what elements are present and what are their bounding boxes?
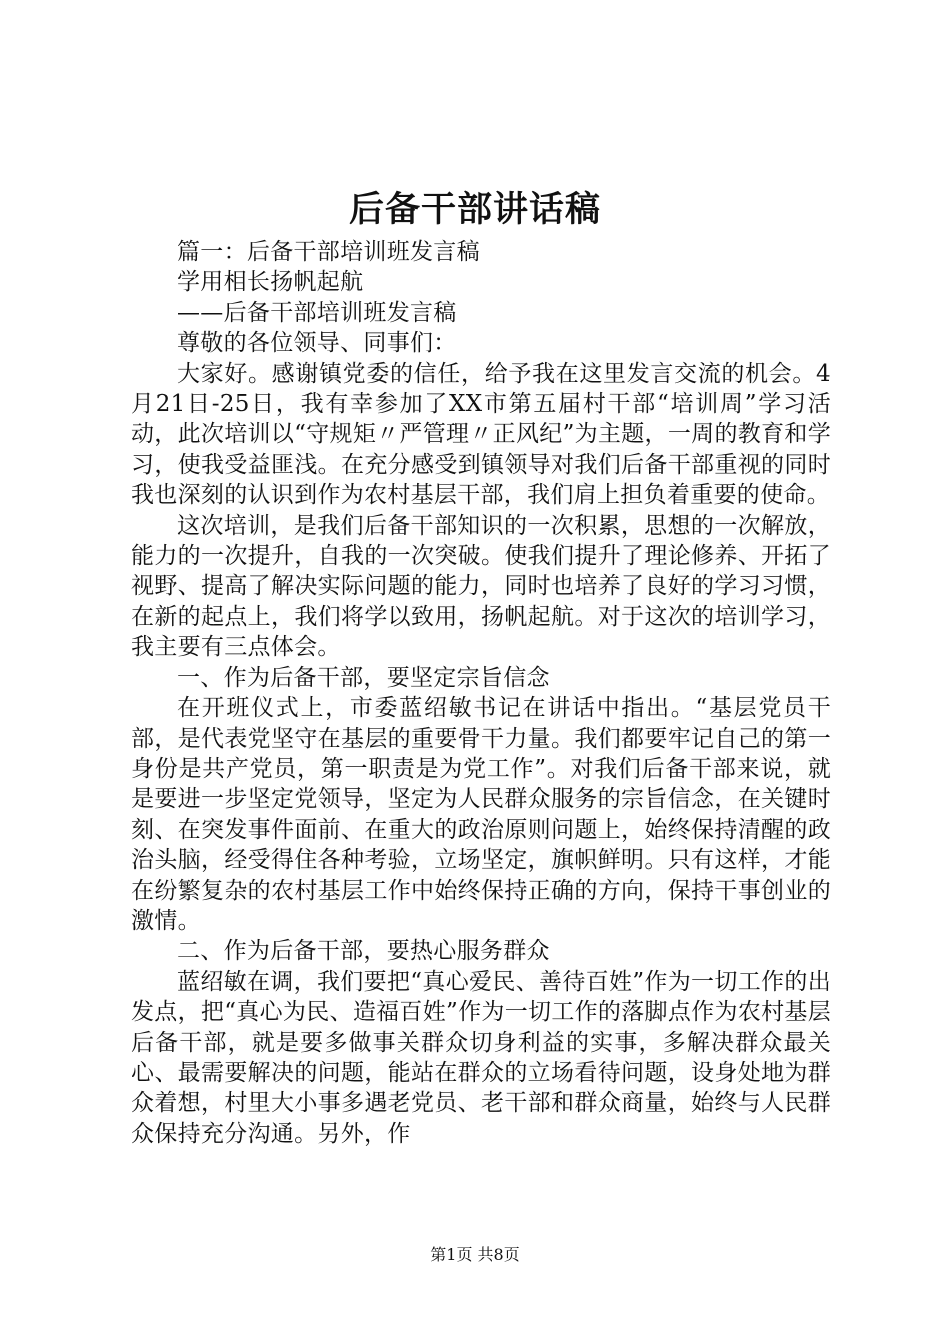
paragraph: 篇一：后备干部培训班发言稿 xyxy=(177,239,480,265)
section-heading: 一、作为后备干部，要坚定宗旨信念 xyxy=(177,664,550,691)
paragraph: 蓝绍敏在调，我们要把“真心爱民、善待百姓”作为一切工作的出发点，把“真心为民、造福百姓”作为一切工作的落脚点作为农村基层后备干部，就是要多做事关群众切身利益的实事，多解决群众最关心、最需要解决的问题，能站在群众的立场看待问题，设身处地为群众着想，村里大小事多遇老党员、老干部和群众商量，始终与人民群众保持充分沟通。另外，作 xyxy=(131,968,831,1147)
document-title: 后备干部讲话稿 xyxy=(348,189,601,230)
page-footer: 第1页 共8页 xyxy=(430,1245,520,1264)
paragraph: 尊敬的各位领导、同事们： xyxy=(177,330,457,357)
paragraph: 大家好。感谢镇党委的信任，给予我在这里发言交流的机会。4月21日-25日，我有幸参加了XX市第五届村干部“培训周”学习活动，此次培训以“守规矩〃严管理〃正风纪”为主题，一周的教育和学习，使我受益匪浅。在充分感受到镇领导对我们后备干部重视的同时我也深刻的认识到作为农村基层干部，我们肩上担负着重要的使命。 xyxy=(131,360,831,509)
paragraph: 学用相长扬帆起航 xyxy=(177,269,364,296)
section-heading: 二、作为后备干部，要热心服务群众 xyxy=(177,938,550,965)
paragraph: 这次培训，是我们后备干部知识的一次积累，思想的一次解放，能力的一次提升，自我的一次突破。使我们提升了理论修养、开拓了视野、提高了解决实际问题的能力，同时也培养了良好的学习习惯，在新的起点上，我们将学以致用，扬帆起航。对于这次的培训学习，我主要有三点体会。 xyxy=(131,512,831,661)
paragraph: ——后备干部培训班发言稿 xyxy=(177,299,457,326)
document-body xyxy=(131,237,831,1149)
paragraph: 在开班仪式上，市委蓝绍敏书记在讲话中指出。“基层党员干部，是代表党坚守在基层的重要骨干力量。我们都要牢记自己的第一身份是共产党员，第一职责是为党工作”。对我们后备干部来说，就是要进一步坚定党领导，坚定为人民群众服务的宗旨信念，在关键时刻、在突发事件面前、在重大的政治原则问题上，始终保持清醒的政治头脑，经受得住各种考验，立场坚定，旗帜鲜明。只有这样，才能在纷繁复杂的农村基层工作中始终保持正确的方向，保持干事创业的激情。 xyxy=(131,695,831,934)
